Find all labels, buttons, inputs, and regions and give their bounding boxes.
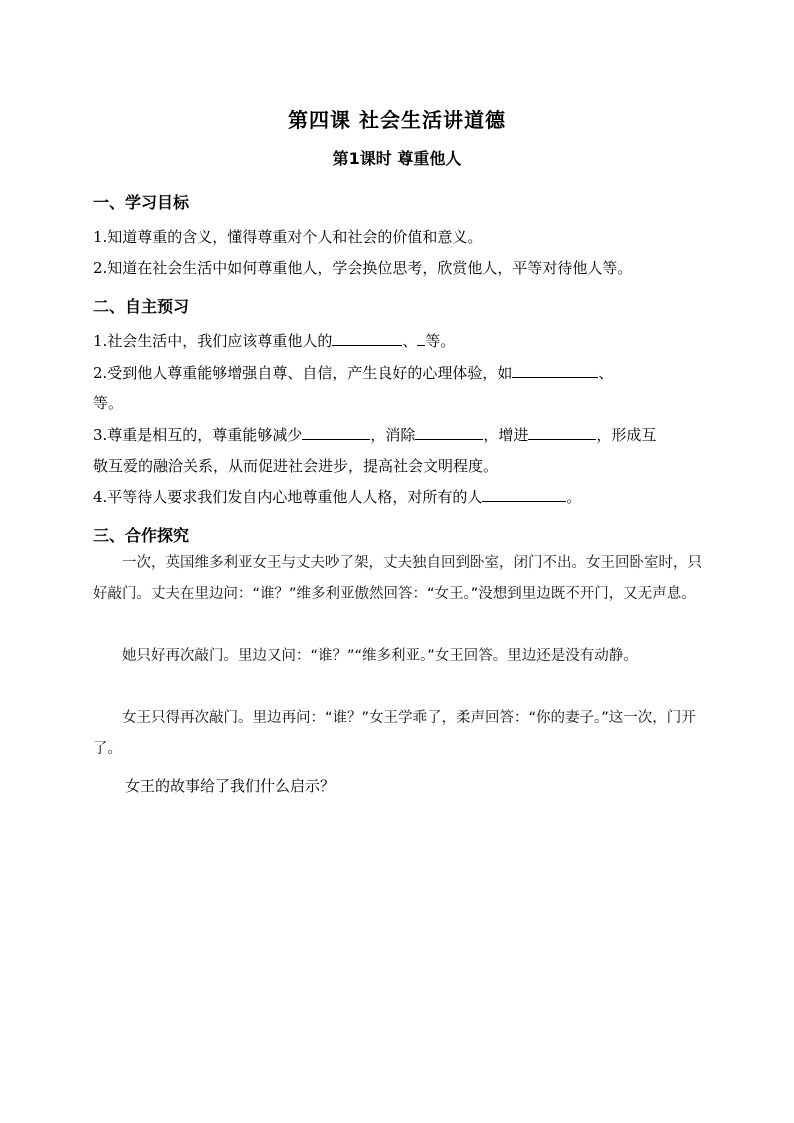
q2-text-before: 2.受到他人尊重能够增强自尊、自信，产生良好的心理体验，如 <box>93 364 513 382</box>
goal-item-1: 1.知道尊重的含义，懂得尊重对个人和社会的价值和意义。 <box>93 228 483 246</box>
q1-blank-1[interactable] <box>332 331 402 346</box>
q1-separator: 、 <box>402 332 418 350</box>
discussion-question: 女王的故事给了我们什么启示？ <box>125 777 336 795</box>
preview-question-3-cont: 敬互爱的融洽关系，从而促进社会进步，提高社会文明程度。 <box>93 457 499 475</box>
goal-item-2: 2.知道在社会生活中如何尊重他人，学会换位思考，欣赏他人，平等对待他人等。 <box>93 259 633 277</box>
section-heading-goals: 一、学习目标 <box>93 193 190 212</box>
q3-text-4: ，形成互 <box>596 426 657 444</box>
q2-separator: 、 <box>598 364 614 382</box>
story-paragraph-3: 女王只得再次敲门。里边再问：“谁？”女王学乖了，柔声回答：“你的妻子。”这一次，门开了。 <box>93 710 696 757</box>
section-heading-preview: 二、自主预习 <box>93 297 190 316</box>
q3-text-2: ，消除 <box>370 426 416 444</box>
q4-text-after: 。 <box>566 488 582 506</box>
preview-question-2-cont: 等。 <box>93 394 124 412</box>
q1-text-before: 1.社会生活中，我们应该尊重他人的 <box>93 332 333 350</box>
q3-blank-2[interactable] <box>415 425 483 440</box>
preview-question-1 <box>93 330 703 351</box>
q3-text-1: 3.尊重是相互的，尊重能够减少 <box>93 426 303 444</box>
preview-question-4 <box>93 486 703 507</box>
section-heading-explore: 三、合作探究 <box>93 526 190 545</box>
q3-blank-3[interactable] <box>528 425 596 440</box>
q4-blank-1[interactable] <box>482 487 566 502</box>
story-paragraph-2: 她只好再次敲门。里边又问：“谁？”“维多利亚。”女王回答。里边还是没有动静。 <box>122 648 638 664</box>
page-subtitle: 第1课时 尊重他人 <box>332 149 462 168</box>
page-title: 第四课 社会生活讲道德 <box>288 108 506 132</box>
q3-blank-1[interactable] <box>302 425 370 440</box>
preview-question-3 <box>93 424 703 445</box>
q2-blank-1[interactable] <box>512 363 598 378</box>
preview-question-2 <box>93 362 703 383</box>
q1-text-after: 等。 <box>425 332 456 350</box>
q3-text-3: ，增进 <box>483 426 529 444</box>
q4-text-before: 4.平等待人要求我们发自内心地尊重他人人格，对所有的人 <box>93 488 483 506</box>
story-paragraph-1: 一次，英国维多利亚女王与丈夫吵了架，丈夫独自回到卧室，闭门不出。女王回卧室时，只好敲门。丈夫在里边问：“谁？”维多利亚傲然回答：“女王。”没想到里边既不开门，又无声息。 <box>93 555 702 602</box>
